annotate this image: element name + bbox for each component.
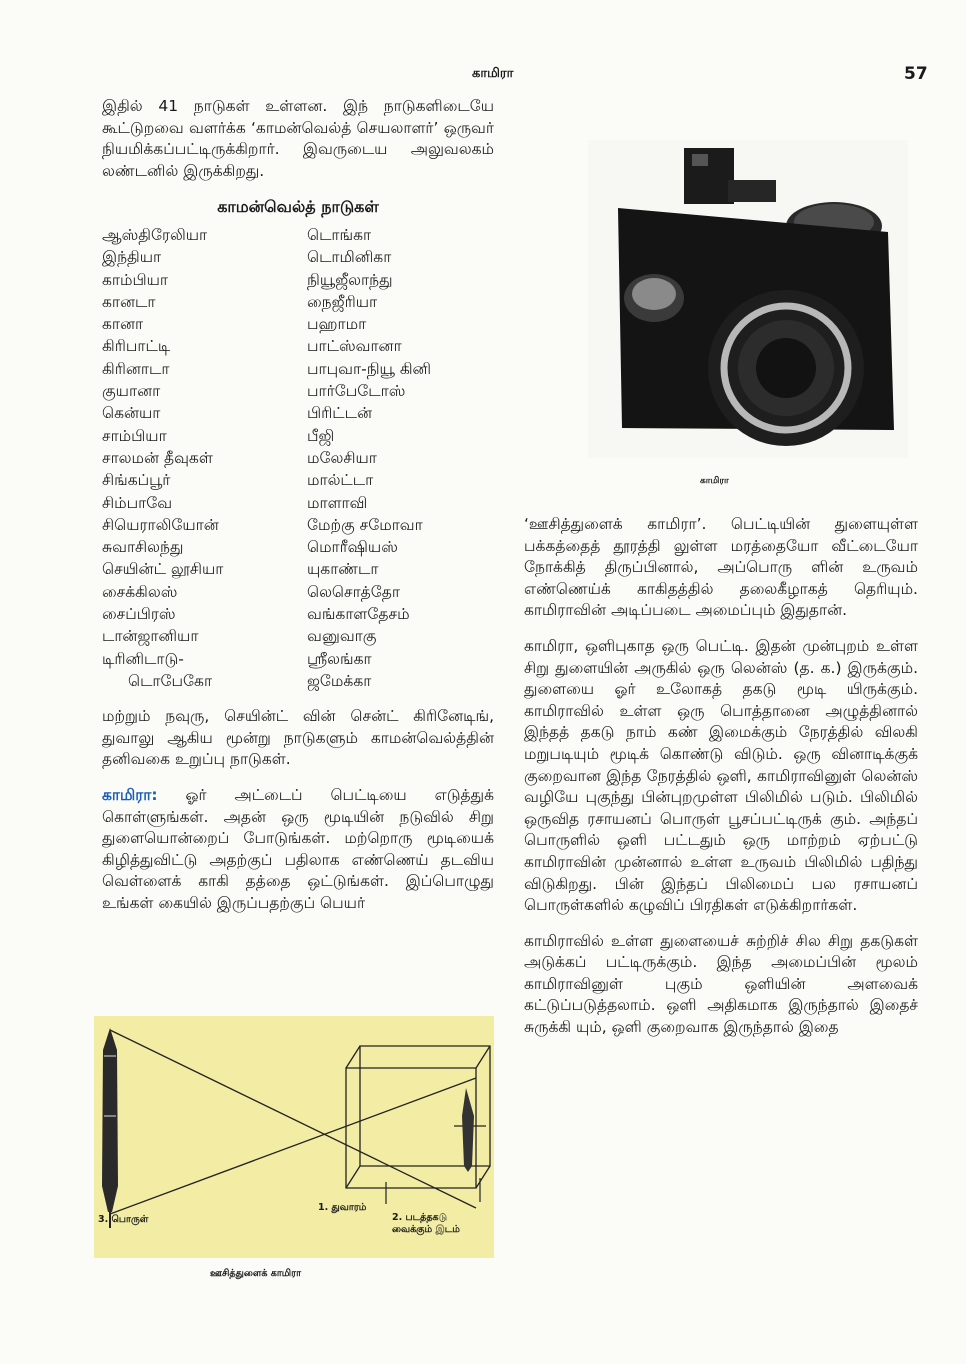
- country-left-item: ஆஸ்திரேலியா: [102, 225, 208, 244]
- section-heading: காமன்வெல்த் நாடுகள்: [217, 197, 379, 217]
- keyword-camera: காமிரா:: [102, 785, 158, 804]
- country-right-item: பாட்ஸ்வானா: [307, 337, 402, 356]
- country-right-item: மால்ட்டா: [307, 471, 374, 490]
- country-left-item: சைக்கிலஸ்: [102, 582, 178, 601]
- right-column: [524, 514, 918, 1039]
- country-left-item: கிரினாடா: [102, 359, 170, 378]
- country-left-item: சாலமன் தீவுகள்: [102, 448, 213, 467]
- country-right-item: மொரீஷியஸ்: [307, 538, 398, 557]
- country-right-item: மலேசியா: [307, 448, 377, 467]
- country-left-item: டிரினிடாடு-: [102, 649, 184, 668]
- country-right-item: பிரிட்டன்: [307, 404, 372, 423]
- country-right-item: லெசொத்தோ: [307, 582, 400, 601]
- page-number: 57: [904, 64, 928, 84]
- country-left-item: செயின்ட் லூசியா: [102, 560, 224, 579]
- country-right-item: ஸ்ரீலங்கா: [307, 649, 372, 668]
- country-left-item: சாம்பியா: [102, 426, 167, 445]
- inverted-image-icon: [462, 1088, 474, 1172]
- country-left-item: கிரிபாட்டி: [102, 337, 171, 356]
- camera-intro-paragraph: [102, 785, 494, 915]
- country-right-item: பஹாமா: [307, 315, 367, 334]
- member-note-paragraph: மற்றும் நவுரு, செயின்ட் வின் சென்ட் கிரினேடிங், துவாலு ஆகிய மூன்று நாடுகளும் காமன்வெல்த்தின் தனிவகை உறுப்பு நாடுகள்.: [102, 707, 494, 769]
- country-left-item: கானடா: [102, 292, 156, 311]
- pinhole-diagram: [94, 1016, 494, 1258]
- umbrella-object-icon: [102, 1028, 118, 1228]
- country-right-item: பீஜி: [307, 426, 335, 445]
- country-list: [102, 224, 494, 692]
- country-left-item: டொபேகோ: [128, 671, 213, 690]
- country-left-item: கானா: [102, 315, 144, 334]
- country-left-item: சியெராலியோன்: [102, 515, 219, 534]
- label-image-plane-line1: 2. படத்தகடு: [392, 1212, 448, 1223]
- camera-photo: [588, 140, 908, 458]
- camera-intro-text: ஓர் அட்டைப் பெட்டியை எடுத்துக் கொள்ளுங்கள். அதன் ஒரு மூடியின் நடுவில் சிறு துளையொன்றைப் போடுங்கள். மற்றொரு மூடியைக் கிழித்துவிட்டு அதற்குப் பதிலாக எண்ணெய் தடவிய வெள்ளைக் காகி தத்தை ஒட்டுங்கள். இப்பொழுது உங்கள் கையில் இருப்பதற்குப் பெயர்: [102, 785, 494, 912]
- country-right-item: மேற்கு சமோவா: [307, 515, 423, 534]
- country-left-item: சிம்பாவே: [102, 493, 173, 512]
- camera-photo-caption: காமிரா: [700, 476, 729, 486]
- country-right-item: மாளாவி: [307, 493, 368, 512]
- country-right-item: நியூஜீலாந்து: [307, 270, 393, 289]
- right-paragraph-3: காமிராவில் உள்ள துளையைச் சுற்றிச் சில சிறு தகடுகள் அடுக்கப் பட்டிருக்கும். இந்த அமைப்பின் மூலம் காமிராவினுள் புகும் ஒளியின் அளவைக் கட்டுப்படுத்தலாம். ஒளி அதிகமாக இருந்தால் இதைச் சுருக்கி யும், ஒளி குறைவாக இருந்தால் இதை: [524, 931, 918, 1037]
- country-left-item: சைப்பிரஸ்: [102, 605, 176, 624]
- label-image-plane-line2: வைக்கும் இடம்: [392, 1224, 460, 1235]
- country-left-item: சுவாசிலந்து: [102, 538, 184, 557]
- country-left-item: குயானா: [102, 382, 161, 401]
- country-left-item: இந்தியா: [102, 248, 162, 267]
- right-paragraph-2: காமிரா, ஒளிபுகாத ஒரு பெட்டி. இதன் முன்புறம் உள்ள சிறு துளையின் அருகில் ஒரு லென்ஸ் (த. க.) இருக்கும். துளையை ஓர் உலோகத் தகடு மூடி யிருக்கும். காமிராவில் உள்ள ஒரு பொத்தானை அழுத்தினால் இந்தத் தகடு நாம் கண் இமைக்கும் நேரத்தில் விலகி மறுபடியும் மூடிக் கொண்டு விடும். ஒரு வினாடிக்குக் குறைவான இந்த நேரத்தில் ஒளி, காமிராவினுள் லென்ஸ் வழியே புகுந்து பின்புறமுள்ள பிலிமில் படும். பிலிமில் ஒருவித ரசாயனப் பொருள் பூசப்பட்டிருக் கும். அந்தப் பொருளில் ஒளி பட்டதும் ஒரு மாற்றம் ஏற்பட்டு காமிராவின் முன்னால் உள்ள உருவம் பிலிமில் பதிந்து விடுகிறது. பின் இந்தப் பிலிமைப் பல ரசாயனப் பொருள்களில் கழுவிப் பிரதிகள் எடுக்கிறார்கள்.: [524, 636, 918, 915]
- country-left-item: காம்பியா: [102, 270, 169, 289]
- country-right-item: டொங்கா: [307, 225, 372, 244]
- country-right-item: நைஜீரியா: [307, 292, 378, 311]
- right-paragraph-1: ‘ஊசித்துளைக் காமிரா’. பெட்டியின் துளையுள்ள பக்கத்தைத் தூரத்தி லுள்ள மரத்தையோ வீட்டையோ நோக்கித் திருப்பினால், அப்பொரு ளின் உருவம் எண்ணெய்க் காகிதத்தில் தலைகீழாகத் தெரியும். காமிராவின் அடிப்படை அமைப்பும் இதுதான்.: [524, 515, 918, 620]
- pinhole-diagram-caption: ஊசித்துளைக் காமிரா: [210, 1268, 302, 1279]
- left-column: [102, 96, 494, 915]
- intro-paragraph: இதில் 41 நாடுகள் உள்ளன. இந் நாடுகளிடையே கூட்டுறவை வளர்க்க ‘காமன்வெல்த் செயலாளர்’ ஒருவர் நியமிக்கப்பட்டிருக்கிறார். இவருடைய அலுவலகம் லண்டனில் இருக்கிறது.: [102, 97, 494, 180]
- country-right-item: டொமினிகா: [307, 248, 392, 267]
- label-object: 3. பொருள்: [98, 1214, 149, 1225]
- country-right-item: வனுவாகு: [307, 627, 377, 646]
- country-right-item: பாபுவா-நியூ கினி: [307, 359, 432, 378]
- country-right-item: யுகாண்டா: [307, 560, 379, 579]
- country-left-item: கென்யா: [102, 404, 161, 423]
- country-left-item: சிங்கப்பூர்: [102, 471, 171, 490]
- running-header-title: காமிரா: [472, 66, 514, 81]
- country-left-item: டான்ஜானியா: [102, 627, 199, 646]
- label-aperture: 1. துவாரம்: [318, 1202, 367, 1213]
- country-right-item: ஜமேக்கா: [307, 671, 372, 690]
- country-right-item: வங்காளதேசம்: [307, 605, 410, 624]
- country-right-item: பார்பேடோஸ்: [307, 382, 406, 401]
